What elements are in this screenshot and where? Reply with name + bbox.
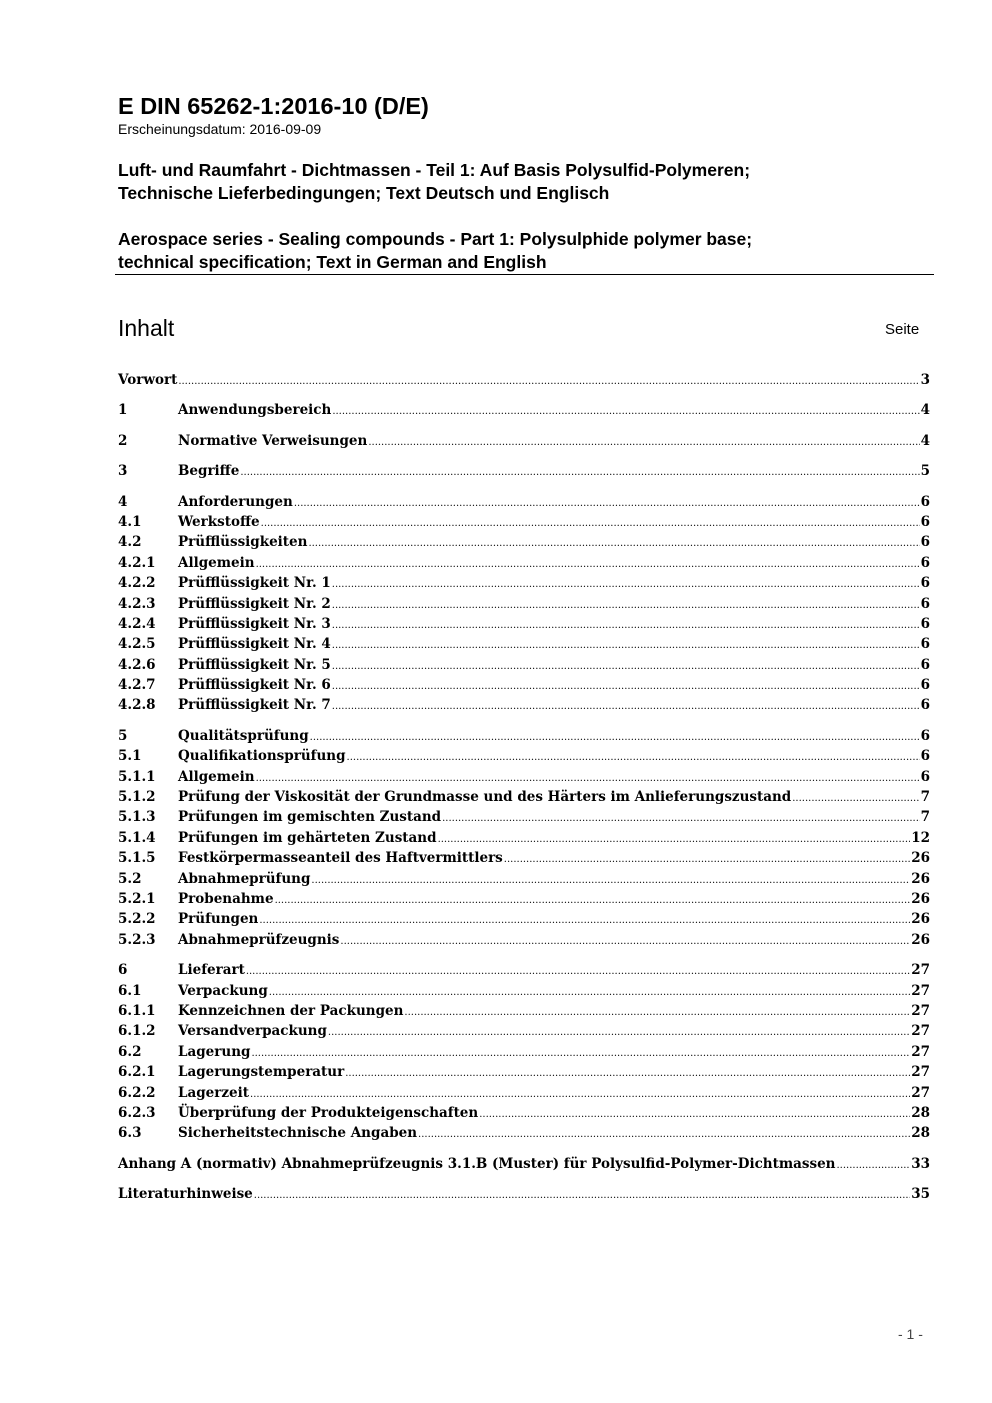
toc-entry-page: 3 [920,372,930,388]
toc-entry[interactable] [118,1062,930,1082]
toc-entry-page: 26 [911,931,930,948]
toc-entry-title: Allgemein [178,768,255,785]
toc-dot-leader [246,962,910,982]
toc-entry-number: 1 [118,402,128,419]
toc-entry[interactable] [118,1021,930,1041]
toc-entry[interactable] [118,492,930,512]
toc-entry[interactable] [118,1042,930,1062]
toc-dot-leader [275,891,911,911]
toc-entry[interactable] [118,553,930,573]
toc-dot-leader [479,1105,910,1125]
toc-entry[interactable] [118,930,930,950]
toc-entry-number: 4.2.8 [118,697,156,714]
toc-entry-title: Kennzeichnen der Packungen [178,1002,404,1019]
toc-entry-title: Prüfflüssigkeit Nr. 6 [178,677,331,694]
toc-entry[interactable] [118,960,930,980]
toc-entry-title: Anforderungen [178,493,293,510]
toc-dot-leader [178,372,919,392]
toc-entry-number: 4.2.1 [118,554,156,571]
toc-entry-title: Versandverpackung [178,1023,327,1040]
title-english [118,228,752,273]
toc-entry-number: 6.2.1 [118,1064,156,1081]
toc-entry[interactable] [118,909,930,929]
toc-entry-page: 6 [920,748,930,765]
toc-entry-title: Werkstoffe [178,513,260,530]
toc-dot-leader [332,677,920,697]
toc-entry[interactable] [118,594,930,614]
toc-entry-title: Anhang A (normativ) Abnahmeprüfzeugnis 3.1.B (Muster) für Polysulfid-Polymer-Dichtmassen [118,1155,836,1172]
toc-dot-leader [328,1023,910,1043]
toc-dot-leader [332,697,920,717]
toc-entry-title: Festkörpermasseanteil des Haftvermittlers [178,850,503,867]
toc-entry-title: Literaturhinweise [118,1186,253,1203]
toc-entry-page: 27 [911,982,930,999]
toc-entry-title: Prüfflüssigkeit Nr. 2 [178,595,331,612]
toc-entry-page: 6 [920,636,930,653]
table-of-contents [118,370,930,1204]
toc-entry-title: Lagerungstemperatur [178,1064,345,1081]
toc-dot-leader [311,871,910,891]
toc-entry-title: Allgemein [178,554,255,571]
toc-dot-leader [442,809,919,829]
toc-entry-number: 4.2.7 [118,677,156,694]
toc-entry[interactable] [118,767,930,787]
toc-dot-leader [368,433,919,453]
toc-entry-number: 4.2.2 [118,575,156,592]
toc-entry-number: 5.2.3 [118,931,156,948]
toc-entry-page: 6 [920,595,930,612]
toc-entry-title: Normative Verweisungen [178,432,368,449]
toc-entry-number: 6.3 [118,1125,142,1142]
toc-dot-leader [294,494,920,514]
toc-entry[interactable] [118,695,930,715]
toc-entry-title: Qualifikationsprüfung [178,748,346,765]
toc-entry-page: 4 [920,432,930,449]
toc-entry-page: 6 [920,513,930,530]
toc-entry[interactable] [118,981,930,1001]
toc-entry[interactable] [118,1083,930,1103]
toc-entry-number: 4.2.3 [118,595,156,612]
title-english-line-1: Aerospace series - Sealing compounds - Part 1: Polysulphide polymer base; [118,229,753,249]
toc-entry-number: 4.2.5 [118,636,156,653]
toc-entry-page: 35 [911,1186,930,1203]
toc-entry-number: 5 [118,727,128,744]
toc-entry-number: 6.1.2 [118,1023,156,1040]
toc-entry-number: 5.2.2 [118,911,156,928]
toc-entry[interactable] [118,828,930,848]
toc-entry-number: 4 [118,493,128,510]
publication-date: Erscheinungsdatum: 2016-09-09 [118,121,322,137]
toc-entry-page: 6 [920,534,930,551]
title-divider [115,274,934,275]
toc-entry-title: Prüfflüssigkeit Nr. 1 [178,575,331,592]
toc-entry-title: Anwendungsbereich [178,402,332,419]
toc-entry-page: 7 [920,789,930,806]
toc-entry-page: 26 [911,870,930,887]
toc-entry-page: 6 [920,575,930,592]
toc-entry-number: 6.1.1 [118,1002,156,1019]
toc-dot-leader [332,402,919,422]
toc-entry-page: 4 [920,402,930,419]
toc-entry-page: 27 [911,1064,930,1081]
toc-entry[interactable] [118,370,930,390]
toc-entry[interactable] [118,848,930,868]
toc-entry[interactable] [118,675,930,695]
toc-entry[interactable] [118,746,930,766]
toc-heading: Inhalt [118,315,175,341]
toc-dot-leader [347,748,920,768]
toc-entry[interactable] [118,1154,930,1174]
toc-entry[interactable] [118,787,930,807]
toc-dot-leader [240,463,919,483]
toc-entry-page: 6 [920,554,930,571]
toc-entry-page: 6 [920,768,930,785]
toc-entry-number: 5.2.1 [118,890,156,907]
toc-entry[interactable] [118,1123,930,1143]
toc-entry-page: 7 [920,809,930,826]
toc-entry[interactable] [118,532,930,552]
toc-entry[interactable] [118,634,930,654]
toc-dot-leader [792,789,919,809]
toc-dot-leader [340,932,910,952]
toc-entry-number: 6.2 [118,1043,142,1060]
toc-entry-page: 27 [911,962,930,979]
toc-dot-leader [504,850,910,870]
toc-entry-title: Lagerung [178,1043,251,1060]
toc-entry-title: Prüfungen im gehärteten Zustand [178,829,437,846]
toc-dot-leader [332,575,920,595]
toc-entry-title: Lagerzeit [178,1084,250,1101]
toc-entry-number: 3 [118,463,128,480]
toc-entry-page: 28 [911,1104,930,1121]
page-number: - 1 - [898,1326,923,1342]
toc-entry[interactable] [118,807,930,827]
document-id: E DIN 65262-1:2016-10 (D/E) [118,93,429,119]
toc-dot-leader [332,616,920,636]
toc-entry-title: Überprüfung der Produkteigenschaften [178,1104,479,1121]
toc-entry-page: 26 [911,911,930,928]
toc-dot-leader [418,1125,910,1145]
toc-entry-page: 6 [920,493,930,510]
toc-entry-title: Qualitätsprüfung [178,727,309,744]
toc-entry[interactable] [118,1184,930,1204]
toc-entry-title: Begriffe [178,463,240,480]
toc-dot-leader [254,1186,910,1206]
toc-entry[interactable] [118,1103,930,1123]
toc-entry[interactable] [118,431,930,451]
toc-entry-title: Vorwort [118,372,178,388]
toc-dot-leader [259,911,910,931]
toc-dot-leader [332,657,920,677]
toc-entry-page: 6 [920,615,930,632]
title-german-line-1: Luft- und Raumfahrt - Dichtmassen - Teil 1: Auf Basis Polysulfid-Polymeren; [118,160,751,180]
toc-entry-page: 27 [911,1023,930,1040]
toc-dot-leader [837,1156,911,1176]
toc-entry-number: 6.2.3 [118,1104,156,1121]
toc-entry-number: 5.1.5 [118,850,156,867]
toc-dot-leader [269,983,910,1003]
title-english-line-2: technical specification; Text in German and English [118,251,547,272]
toc-entry-title: Abnahmeprüfzeugnis [178,931,340,948]
toc-dot-leader [310,728,920,748]
title-german [118,159,750,204]
toc-entry-title: Abnahmeprüfung [178,870,311,887]
toc-entry-title: Lieferart [178,962,245,979]
toc-entry-title: Prüfungen [178,911,259,928]
toc-entry-page: 6 [920,727,930,744]
toc-dot-leader [438,830,911,850]
toc-dot-leader [308,534,919,554]
toc-entry-title: Sicherheitstechnische Angaben [178,1125,418,1142]
toc-entry-page: 6 [920,656,930,673]
toc-entry-page: 27 [911,1002,930,1019]
toc-entry-number: 5.1.1 [118,768,156,785]
toc-entry-page: 28 [911,1125,930,1142]
toc-entry-title: Prüfflüssigkeit Nr. 3 [178,615,331,632]
toc-entry-title: Verpackung [178,982,268,999]
toc-entry[interactable] [118,512,930,532]
toc-entry-title: Prüfflüssigkeit Nr. 7 [178,697,331,714]
toc-entry-number: 6.2.2 [118,1084,156,1101]
toc-entry-page: 27 [911,1084,930,1101]
toc-entry-page: 5 [920,463,930,480]
toc-entry-title: Probenahme [178,890,274,907]
toc-entry-number: 2 [118,432,128,449]
toc-entry[interactable] [118,614,930,634]
toc-dot-leader [404,1003,910,1023]
title-german-line-2: Technische Lieferbedingungen; Text Deutsch und Englisch [118,182,610,203]
toc-entry-page: 33 [911,1155,930,1172]
toc-entry-page: 6 [920,697,930,714]
toc-entry[interactable] [118,400,930,420]
toc-entry-title: Prüfungen im gemischten Zustand [178,809,442,826]
toc-entry-number: 4.2 [118,534,142,551]
toc-entry-title: Prüfung der Viskosität der Grundmasse und des Härters im Anlieferungszustand [178,789,792,806]
toc-entry-number: 5.2 [118,870,142,887]
toc-dot-leader [250,1085,910,1105]
toc-entry-number: 5.1.3 [118,809,156,826]
toc-entry-number: 5.1.2 [118,789,156,806]
toc-entry-page: 12 [911,829,930,846]
toc-entry[interactable] [118,1001,930,1021]
toc-entry-page: 6 [920,677,930,694]
toc-entry[interactable] [118,655,930,675]
toc-entry-title: Prüfflüssigkeit Nr. 4 [178,636,331,653]
toc-entry[interactable] [118,573,930,593]
toc-entry-number: 6.1 [118,982,142,999]
toc-dot-leader [345,1064,910,1084]
toc-entry-page: 26 [911,850,930,867]
toc-entry-title: Prüfflüssigkeiten [178,534,308,551]
toc-entry-number: 6 [118,962,128,979]
toc-entry[interactable] [118,889,930,909]
toc-entry-number: 4.2.4 [118,615,156,632]
toc-entry-number: 4.2.6 [118,656,156,673]
toc-entry-number: 5.1 [118,748,142,765]
toc-entry-page: 26 [911,890,930,907]
toc-dot-leader [256,555,920,575]
toc-entry-number: 5.1.4 [118,829,156,846]
toc-entry[interactable] [118,869,930,889]
toc-entry-page: 27 [911,1043,930,1060]
toc-dot-leader [256,769,920,789]
toc-entry-title: Prüfflüssigkeit Nr. 5 [178,656,331,673]
toc-entry[interactable] [118,726,930,746]
toc-entry[interactable] [118,461,930,481]
toc-dot-leader [251,1044,910,1064]
toc-page-label: Seite [885,321,920,338]
toc-entry-number: 4.1 [118,513,142,530]
toc-dot-leader [332,596,920,616]
toc-dot-leader [332,636,920,656]
toc-dot-leader [261,514,920,534]
